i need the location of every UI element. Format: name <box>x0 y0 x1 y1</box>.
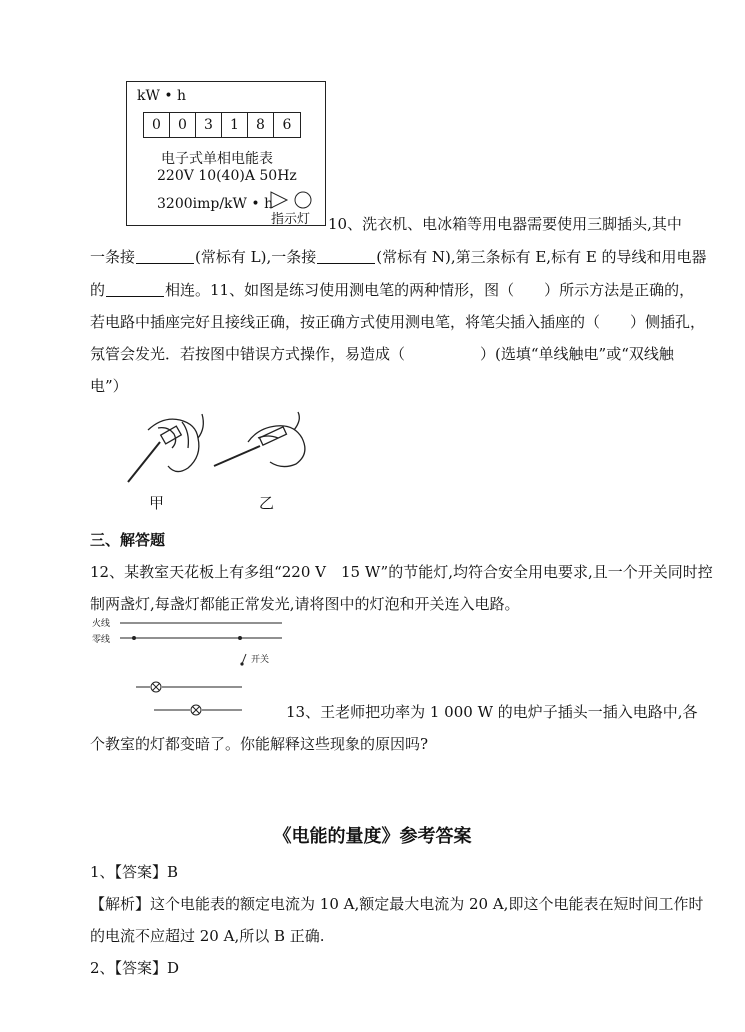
fill-blank <box>136 249 194 264</box>
neutral-wire-label: 零线 <box>92 635 111 645</box>
meter-imp: 3200imp/kW • h <box>157 196 274 212</box>
q11-line-2: 若电路中插座完好且接线正确，按正确方式使用测电笔，将笔尖插入插座的（ ）侧插孔， <box>90 313 706 331</box>
bulb-icon <box>136 682 242 692</box>
q13-line-2: 个教室的灯都变暗了。你能解释这些现象的原因吗? <box>90 735 429 753</box>
q12-line-2: 制两盏灯,每盏灯都能正常发光,请将图中的灯泡和开关连入电路。 <box>90 595 520 613</box>
junction-dot <box>132 636 136 640</box>
analysis-1-line-1: 【解析】这个电能表的额定电流为 10 A,额定最大电流为 20 A,即这个电能表在短时间工作时 <box>90 895 704 913</box>
hand-pen-b-icon <box>214 412 305 467</box>
analysis-1-line-2: 的电流不应超过 20 A,所以 B 正确. <box>90 927 325 945</box>
meter-digit: 3 <box>196 113 222 137</box>
q11-line-4: 电”） <box>90 377 128 395</box>
hand-pen-a-icon <box>128 414 203 482</box>
q13-line-1: 13、王老师把功率为 1 000 W 的电炉子插头一插入电路中,各 <box>286 703 698 721</box>
meter-unit: kW • h <box>137 88 187 104</box>
figure-label-jia: 甲 <box>149 494 165 512</box>
indicator-lamp-icon <box>269 190 317 210</box>
q10-line-3: 的 相连。11、如图是练习使用测电笔的两种情形，图（ ）所示方法是正确的， <box>90 281 695 299</box>
meter-digit: 0 <box>170 113 196 137</box>
fill-blank <box>106 282 164 297</box>
meter-digit: 6 <box>282 117 292 133</box>
fire-wire-label: 火线 <box>92 619 111 629</box>
meter-digit: 0 <box>144 113 170 137</box>
meter-digit: 1 <box>222 113 248 137</box>
answer-2: 2、【答案】D <box>90 959 180 977</box>
switch-label: 开关 <box>251 655 270 665</box>
section-heading: 三、解答题 <box>90 531 166 549</box>
junction-dot <box>238 636 242 640</box>
meter-digit: 8 <box>248 113 274 137</box>
bulb-icon <box>154 705 242 715</box>
electric-meter-figure <box>126 81 326 226</box>
answers-title: 《电能的量度》参考答案 <box>273 826 472 847</box>
meter-spec: 220V 10(40)A 50Hz <box>157 168 297 184</box>
answer-1: 1、【答案】B <box>90 863 179 881</box>
indicator-label: 指示灯 <box>271 212 311 227</box>
fill-blank <box>317 249 375 264</box>
q12-line-1: 12、某教室天花板上有多组“220 V 15 W”的节能灯,均符合安全用电要求,且一个开关同时控 <box>90 563 713 581</box>
figure-label-yi: 乙 <box>259 494 275 512</box>
q10-line-1: 10、洗衣机、电冰箱等用电器需要使用三脚插头,其中 <box>328 215 682 233</box>
meter-name: 电子式单相电能表 <box>161 151 273 167</box>
q11-line-3: 氖管会发光．若按图中错误方式操作，易造成（ ）(选填“单线触电”或“双线触 <box>90 345 674 363</box>
switch-icon <box>240 654 246 666</box>
circuit-diagram <box>90 614 300 724</box>
test-pen-figure <box>118 408 318 488</box>
meter-digits <box>143 112 301 138</box>
q10-line-2: 一条接 (常标有 L),一条接 (常标有 N),第三条标有 E,标有 E 的导线和用电器 <box>90 248 707 266</box>
